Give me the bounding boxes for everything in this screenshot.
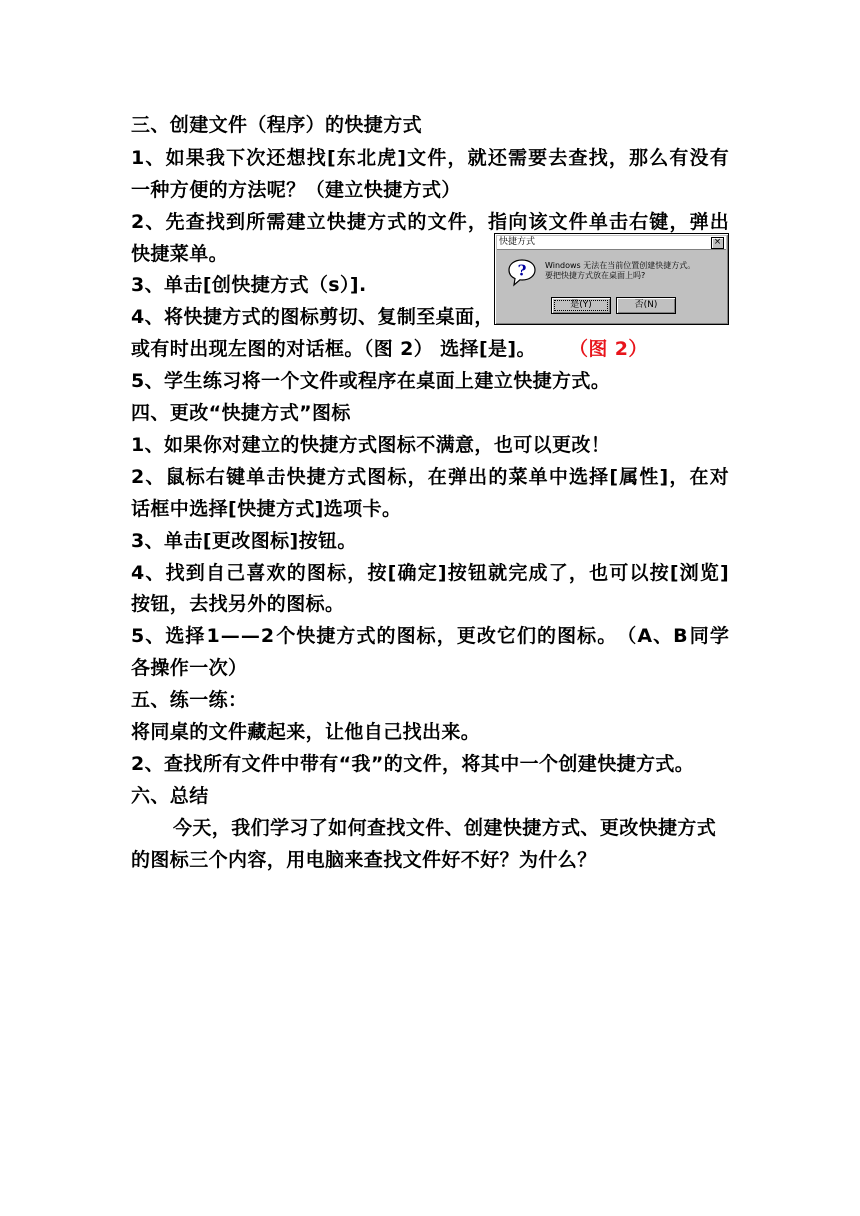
paragraph-line: 一种方便的方法呢？（建立快捷方式） xyxy=(131,179,461,201)
paragraph-line: 2 、 鼠 标 右 键 单 击 快 捷 方 式 图 标 ， 在 弹 出 的 菜 单 中 选 择 [ 属 性 ] ， 在 对 xyxy=(131,466,729,488)
paragraph-line: 按钮，去找另外的图标。 xyxy=(131,593,345,615)
paragraph-line: 2、查找所有文件中带有“我”的文件，将其中一个创建快捷方式。 xyxy=(131,753,695,775)
shortcut-dialog-figure xyxy=(494,233,729,325)
paragraph-line: 今天，我们学习了如何查找文件、创建快捷方式、更改快捷方式 xyxy=(173,817,717,839)
no-button: 否(N) xyxy=(616,297,676,314)
paragraph-line: 5 、 选 择 1 — — 2 个 快 捷 方 式 的 图 标 ， 更 改 它 们 的 图 标 。 （ A 、 B 同 学 xyxy=(131,625,729,647)
close-icon: × xyxy=(711,237,724,249)
dialog-titlebar xyxy=(497,236,726,250)
paragraph-line: 1、如果你对建立的快捷方式图标不满意，也可以更改！ xyxy=(131,434,611,456)
heading-summary: 六、总结 xyxy=(131,785,209,807)
dialog-title: 快捷方式 xyxy=(499,237,536,247)
heading-practice: 五、练一练： xyxy=(131,689,248,711)
paragraph-line: 的图标三个内容，用电脑来查找文件好不好？为什么？ xyxy=(131,849,597,871)
dialog-message: Windows 无法在当前位置创建快捷方式。 要把快捷方式放在桌面上吗? xyxy=(545,261,696,280)
paragraph-line: 4、将快捷方式的图标剪切、复制至桌面， xyxy=(131,306,494,328)
paragraph-line: 5、学生练习将一个文件或程序在桌面上建立快捷方式。 xyxy=(131,370,611,392)
svg-text:?: ? xyxy=(517,261,527,280)
heading-change-icon: 四、更改“快捷方式”图标 xyxy=(131,402,351,424)
paragraph-line: 2 、 先 查 找 到 所 需 建 立 快 捷 方 式 的 文 件 ， 指 向 该 文 件 单 击 右 键 ， 弹 出 xyxy=(131,211,729,233)
paragraph-line: 话框中选择[快捷方式]选项卡。 xyxy=(131,498,402,520)
yes-button: 是(Y) xyxy=(551,297,611,314)
heading-create-shortcut: 三、创建文件（程序）的快捷方式 xyxy=(131,114,423,136)
paragraph-line: 4 、 找 到 自 己 喜 欢 的 图 标 ， 按 [ 确 定 ] 按 钮 就 完 成 了 ， 也 可 以 按 [ 浏 览 ] xyxy=(131,562,729,584)
paragraph-line: 将同桌的文件藏起来，让他自己找出来。 xyxy=(131,721,481,743)
paragraph-line xyxy=(131,337,648,361)
paragraph-text: 或有时出现左图的对话框。（图 2） 选择[是]。 xyxy=(131,338,536,360)
paragraph-line: 各操作一次） xyxy=(131,657,248,679)
paragraph-line: 1 、 如 果 我 下 次 还 想 找 [ 东 北 虎 ] 文 件 ， 就 还 需 要 去 查 找 ， 那 么 有 没 有 xyxy=(131,147,729,169)
paragraph-line: 3、单击[创快捷方式（s）]. xyxy=(131,274,367,296)
paragraph-line: 3、单击[更改图标]按钮。 xyxy=(131,530,357,552)
figure-label: （图 2） xyxy=(568,338,648,360)
question-icon xyxy=(507,258,537,288)
paragraph-line: 快捷菜单。 xyxy=(131,243,229,265)
